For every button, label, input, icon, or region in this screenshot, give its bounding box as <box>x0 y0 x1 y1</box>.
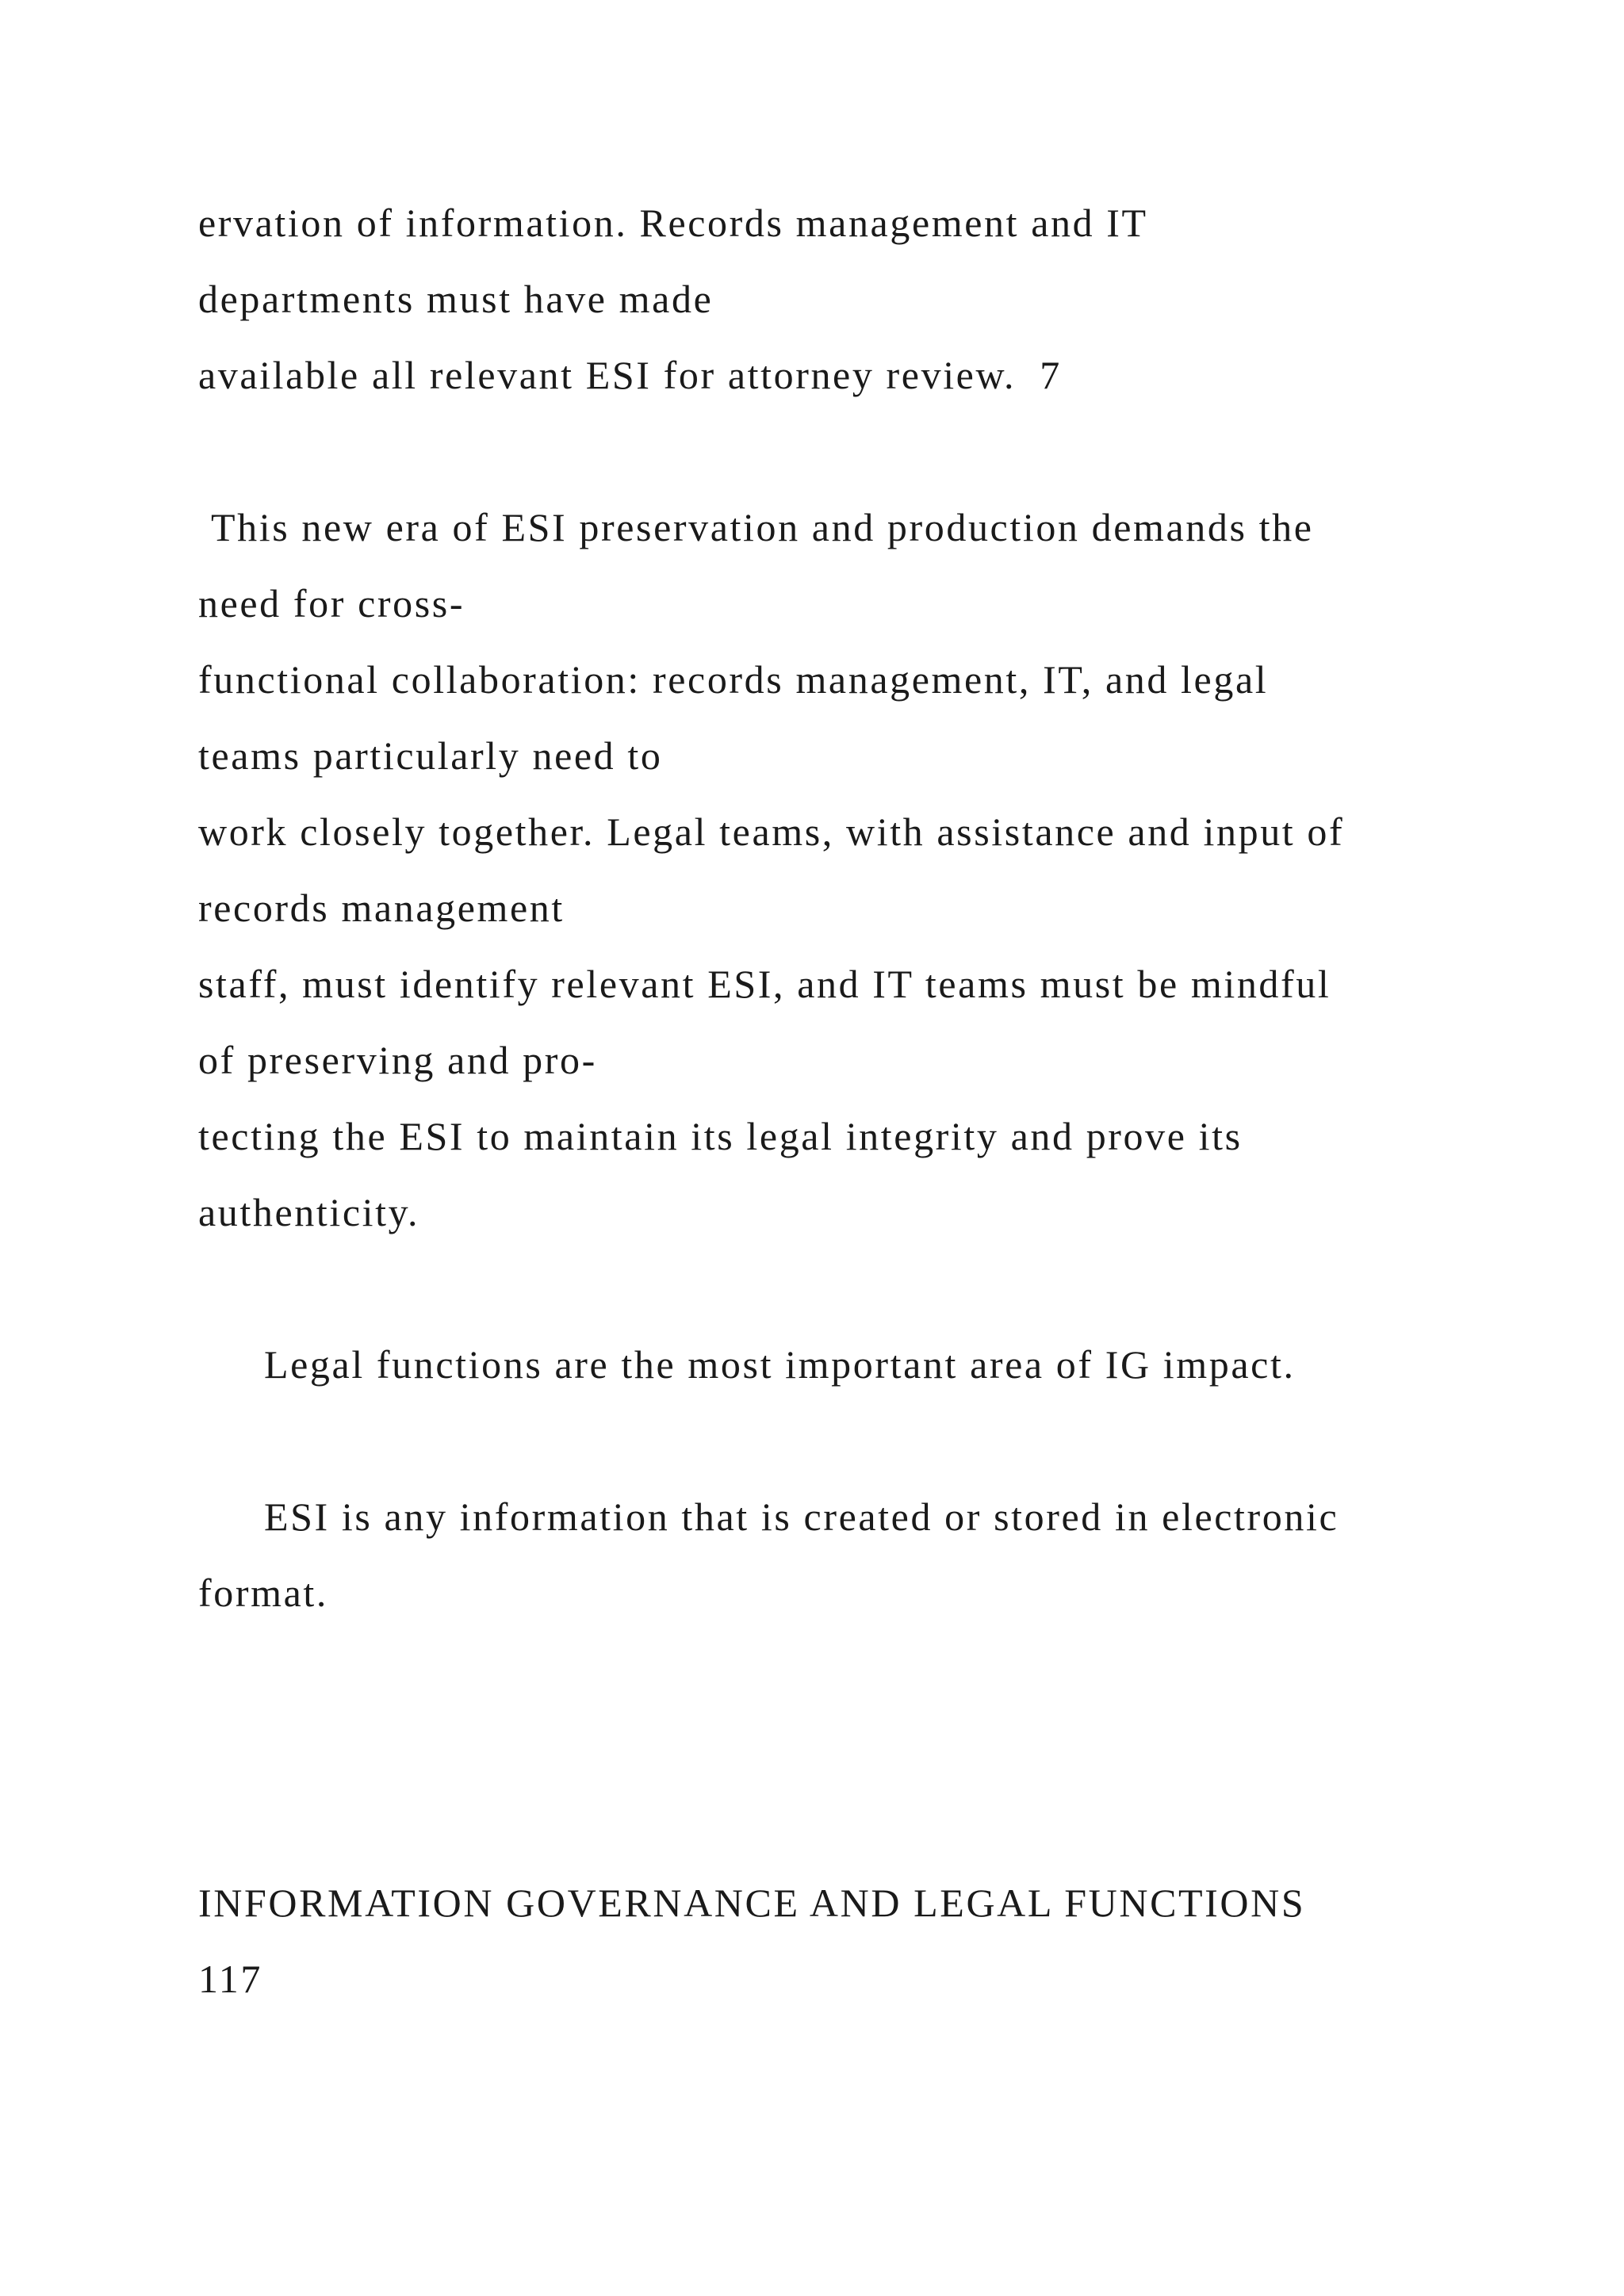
text-line: tecting the ESI to maintain its legal integrity and prove its <box>198 1114 1243 1158</box>
text-line: of preserving and pro- <box>198 1038 597 1082</box>
text-line: ESI is any information that is created or stored in electronic <box>264 1494 1339 1539</box>
running-header: INFORMATION GOVERNANCE AND LEGAL FUNCTIONS <box>198 1881 1306 1925</box>
text-line: ervation of information. Records management and IT <box>198 201 1148 245</box>
text-line: need for cross- <box>198 581 465 626</box>
text-line: available all relevant ESI for attorney review. 7 <box>198 353 1062 397</box>
text-line: Legal functions are the most important area of IG impact. <box>264 1342 1296 1387</box>
text-line: functional collaboration: records management, IT, and legal <box>198 657 1269 702</box>
text-line: This new era of ESI preservation and production demands the <box>211 505 1314 549</box>
page-number: 117 <box>198 1957 262 2001</box>
text-line: departments must have made <box>198 277 714 321</box>
text-line: teams particularly need to <box>198 733 663 778</box>
text-line: format. <box>198 1571 328 1615</box>
text-line: work closely together. Legal teams, with assistance and input of <box>198 809 1345 854</box>
text-line: authenticity. <box>198 1190 420 1234</box>
text-line: records management <box>198 886 565 930</box>
text-line: staff, must identify relevant ESI, and IT teams must be mindful <box>198 962 1331 1006</box>
